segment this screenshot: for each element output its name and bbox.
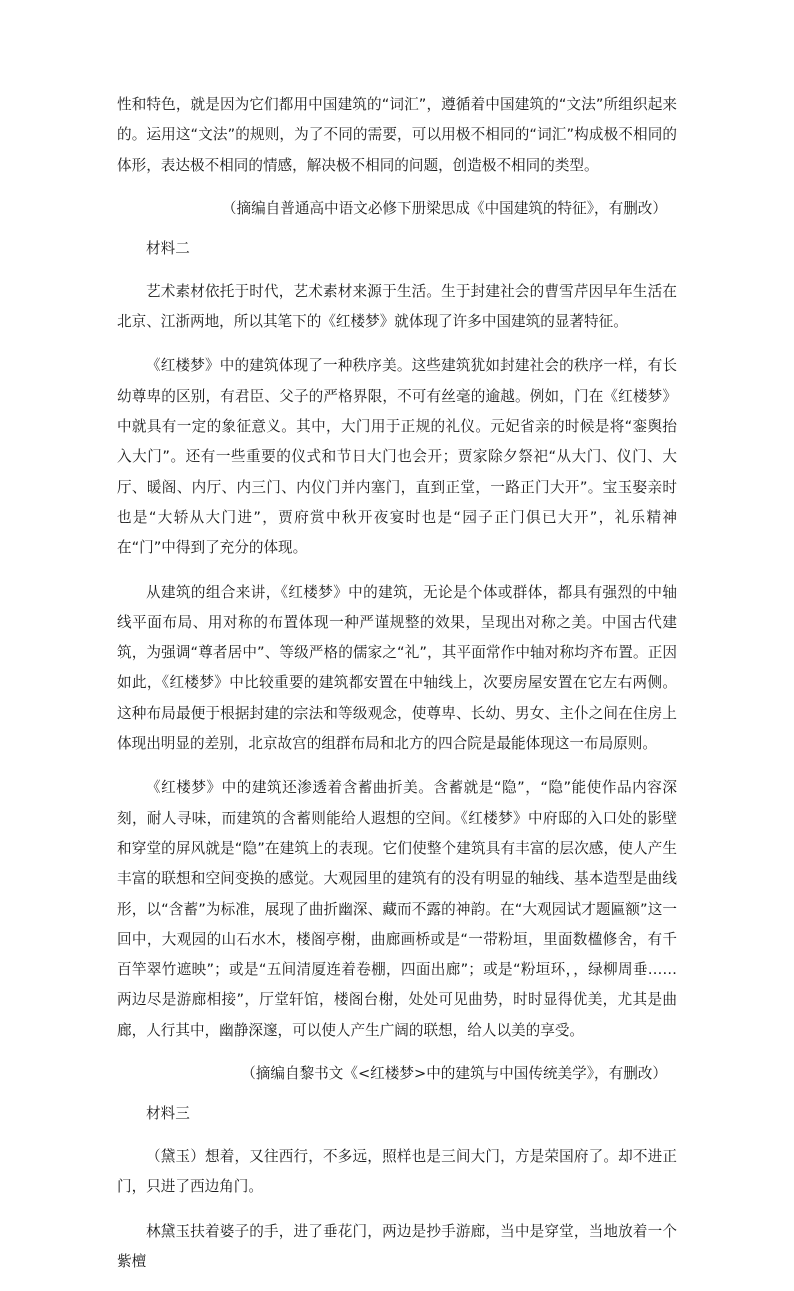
paragraph-daiyu-arrival: （黛玉）想着，又往西行，不多远，照样也是三间大门，方是荣国府了。却不进正门，只进了西边角门。 (117, 1148, 677, 1196)
paragraph-symmetry-beauty: 从建筑的组合来讲，《红楼梦》中的建筑，无论是个体或群体，都具有强烈的中轴线平面布局、用对称的布置体现一种严谨规整的效果，呈现出对称之美。中国古代建筑，为强调“尊者居中”、等级严格的儒家之“礼”，其平面常作中轴对称均齐布置。正因如此，《红楼梦》中比较重要的建筑都安置在中轴线上，次要房屋安置在它左右两侧。这种布局最便于根据封建的宗法和等级观念，使尊卑、长幼、男女、主仆之间在住房上体现出明显的差别，北京故宫的组群布局和北方的四合院是最能体现这一布局原则。 (117, 583, 677, 753)
material-two-heading: 材料二 (146, 239, 190, 257)
source-citation-2: （摘编自黎书文《<红楼梦>中的建筑与中国传统美学》，有删改） (241, 1065, 667, 1083)
paragraph-daiyu-gate: 林黛玉扶着婆子的手，进了垂花门，两边是抄手游廊，当中是穿堂，当地放着一个紫檀 (117, 1222, 677, 1270)
document-body (117, 90, 677, 1291)
source-citation-1: （摘编自普通高中语文必修下册梁思成《中国建筑的特征》，有删改） (221, 199, 667, 217)
paragraph-implicit-beauty: 《红楼梦》中的建筑还渗透着含蓄曲折美。含蓄就是“隐”，“隐”能使作品内容深刻，耐人寻味，而建筑的含蓄则能给人遐想的空间。《红楼梦》中府邸的入口处的影壁和穿堂的屏风就是“隐”在建筑上的表现。它们使整个建筑具有丰富的层次感，使人产生丰富的联想和空间变换的感觉。大观园里的建筑有的没有明显的轴线、基本造型是曲线形，以“含蓄”为标准，展现了曲折幽深、藏而不露的神韵。在“大观园试才题匾额”这一回中，大观园的山石水木，楼阁亭榭，曲廊画桥或是“一带粉垣，里面数楹修舍，有千百竿翠竹遮映”；或是“五间清厦连着卷棚，四面出廊”；或是“粉垣环，，绿柳周垂……两边尽是游廊相接”，厅堂轩馆，楼阁台榭，处处可见曲势，时时显得优美，尤其是曲廊，人行其中，幽静深邃，可以使人产生广阔的联想，给人以美的享受。 (117, 779, 677, 1039)
paragraph-order-beauty: 《红楼梦》中的建筑体现了一种秩序美。这些建筑犹如封建社会的秩序一样，有长幼尊卑的区别，有君臣、父子的严格界限，不可有丝毫的逾越。例如，门在《红楼梦》中就具有一定的象征意义。其中，大门用于正规的礼仪。元妃省亲的时候是将“銮舆抬入大门”。还有一些重要的仪式和节日大门也会开；贾家除夕祭祀“从大门、仪门、大厅、暖阁、内厅、内三门、内仪门并内塞门，直到正堂，一路正门大开”。宝玉娶亲时也是“大轿从大门进”，贾府赏中秋开夜宴时也是“园子正门俱已大开”，礼乐精神在“门”中得到了充分的体现。 (117, 357, 677, 557)
material-three-heading: 材料三 (146, 1105, 190, 1123)
paragraph-architecture-grammar: 性和特色，就是因为它们都用中国建筑的“词汇”，遵循着中国建筑的“文法”所组织起来的。运用这“文法”的规则，为了不同的需要，可以用极不相同的“词汇”构成极不相同的体形，表达极不相同的情感，解决极不相同的问题，创造极不相同的类型。 (117, 96, 677, 174)
paragraph-art-material: 艺术素材依托于时代，艺术素材来源于生活。生于封建社会的曹雪芹因早年生活在北京、江浙两地，所以其笔下的《红楼梦》就体现了许多中国建筑的显著特征。 (117, 282, 677, 331)
